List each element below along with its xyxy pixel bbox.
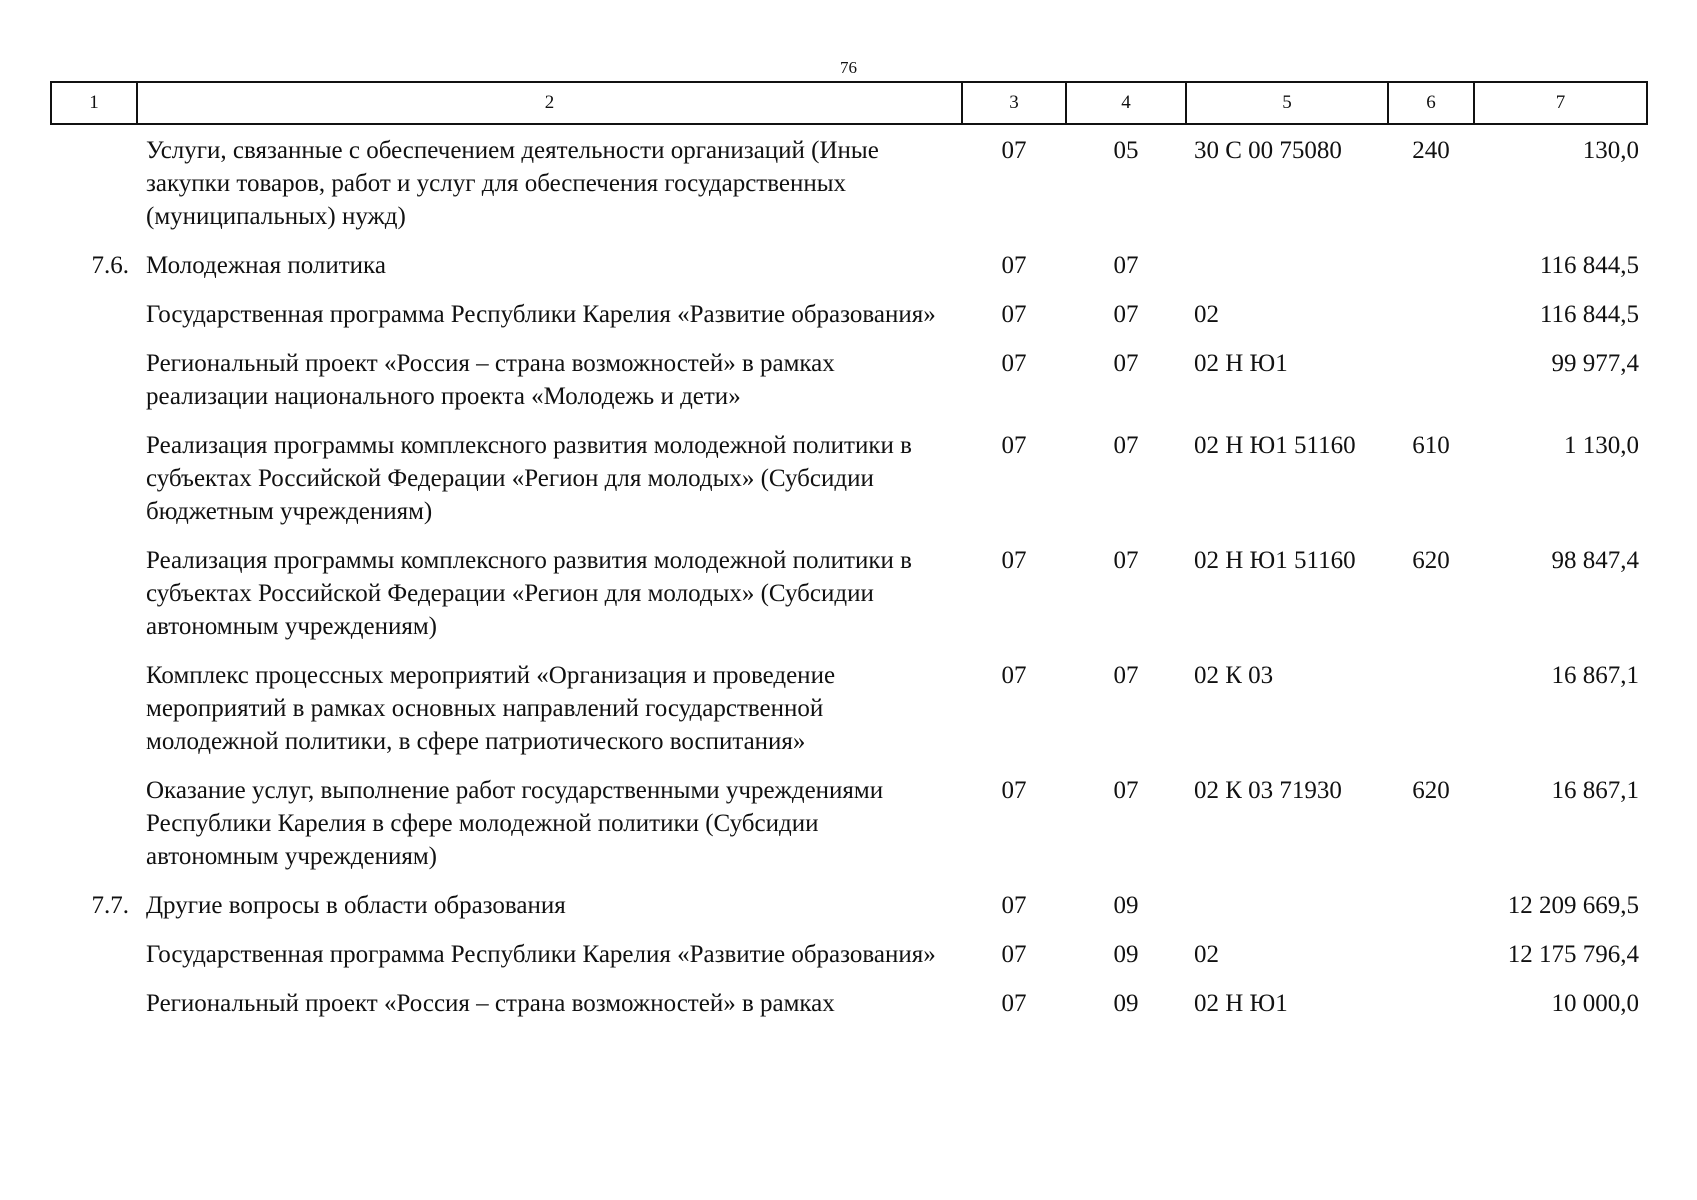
row-section: 07 [1001, 892, 1027, 919]
row-number [51, 298, 137, 347]
row-name: Услуги, связанные с обеспечением деятельности организаций (Иные закупки товаров, работ и услуг для обеспечения государственных (муниципальных) нужд) [146, 137, 879, 230]
table-row [51, 889, 1647, 938]
row-target-article: 02 К 03 [1194, 662, 1274, 689]
row-section: 07 [1001, 941, 1027, 968]
row-number [51, 774, 137, 889]
table-row [51, 249, 1647, 298]
row-section: 07 [1001, 252, 1027, 279]
page-number: 76 [840, 58, 857, 77]
table-row [51, 938, 1647, 987]
row-expense-type [1388, 889, 1474, 938]
table-row [51, 987, 1647, 1036]
row-amount: 99 977,4 [1551, 350, 1639, 377]
row-name: Оказание услуг, выполнение работ государственными учреждениями Республики Карелия в сфере молодежной политики (Субсидии автономным учреждениям) [146, 777, 884, 870]
row-target-article: 02 [1194, 301, 1219, 328]
header-cell-2: 2 [137, 82, 962, 124]
row-number [51, 659, 137, 774]
header-cell-6: 6 [1388, 82, 1474, 124]
row-number [51, 987, 137, 1036]
row-amount: 130,0 [1582, 137, 1639, 164]
row-section: 07 [1001, 137, 1027, 164]
row-number [51, 938, 137, 987]
row-expense-type [1388, 659, 1474, 774]
row-target-article [1186, 249, 1388, 298]
header-row [51, 82, 1647, 124]
header-cell-4: 4 [1066, 82, 1186, 124]
row-expense-type: 240 [1412, 137, 1450, 164]
row-name: Другие вопросы в области образования [146, 892, 566, 919]
row-section: 07 [1001, 432, 1027, 459]
row-number [51, 347, 137, 429]
table-row [51, 347, 1647, 429]
row-name: Государственная программа Республики Карелия «Развитие образования» [146, 301, 936, 328]
row-name: Комплекс процессных мероприятий «Организация и проведение мероприятий в рамках основных направлений государственной молодежной политики, в сфере патриотического воспитания» [146, 662, 836, 755]
row-section: 07 [1001, 662, 1027, 689]
row-amount: 12 209 669,5 [1507, 892, 1639, 919]
row-target-article: 30 С 00 75080 [1194, 137, 1342, 164]
row-section: 07 [1001, 990, 1027, 1017]
row-target-article: 02 [1194, 941, 1219, 968]
table-row [51, 544, 1647, 659]
table-body [51, 124, 1647, 1036]
table-header [51, 82, 1647, 124]
row-number [51, 429, 137, 544]
row-name: Молодежная политика [146, 252, 386, 279]
row-subsection: 07 [1113, 662, 1139, 689]
row-expense-type [1388, 347, 1474, 429]
header-cell-7: 7 [1474, 82, 1647, 124]
row-subsection: 07 [1113, 301, 1139, 328]
row-name: Реализация программы комплексного развития молодежной политики в субъектах Российской Федерации «Регион для молодых» (Субсидии автономным учреждениям) [146, 547, 912, 640]
row-amount: 116 844,5 [1539, 301, 1639, 328]
row-subsection: 07 [1113, 432, 1139, 459]
header-cell-1: 1 [51, 82, 137, 124]
header-cell-5: 5 [1186, 82, 1388, 124]
table-row [51, 774, 1647, 889]
row-subsection: 09 [1113, 892, 1139, 919]
row-subsection: 09 [1113, 941, 1139, 968]
table-row [51, 298, 1647, 347]
table-row [51, 659, 1647, 774]
row-name: Региональный проект «Россия – страна возможностей» в рамках реализации национального проекта «Молодежь и дети» [146, 350, 835, 410]
row-target-article: 02 Н Ю1 [1194, 990, 1288, 1017]
row-name: Государственная программа Республики Карелия «Развитие образования» [146, 941, 936, 968]
row-expense-type: 620 [1412, 777, 1450, 804]
row-subsection: 07 [1113, 350, 1139, 377]
row-section: 07 [1001, 350, 1027, 377]
row-amount: 116 844,5 [1539, 252, 1639, 279]
header-cell-3: 3 [962, 82, 1066, 124]
row-number: 7.6. [91, 252, 129, 279]
row-subsection: 05 [1113, 137, 1139, 164]
row-target-article: 02 Н Ю1 51160 [1194, 432, 1356, 459]
row-expense-type: 620 [1412, 547, 1450, 574]
row-subsection: 09 [1113, 990, 1139, 1017]
table-row [51, 124, 1647, 249]
row-target-article [1186, 889, 1388, 938]
row-expense-type: 610 [1412, 432, 1450, 459]
row-section: 07 [1001, 777, 1027, 804]
row-expense-type [1388, 298, 1474, 347]
row-number [51, 544, 137, 659]
row-expense-type [1388, 938, 1474, 987]
row-target-article: 02 К 03 71930 [1194, 777, 1342, 804]
row-amount: 16 867,1 [1551, 662, 1639, 689]
row-target-article: 02 Н Ю1 [1194, 350, 1288, 377]
row-number: 7.7. [91, 892, 129, 919]
row-amount: 10 000,0 [1551, 990, 1639, 1017]
row-subsection: 07 [1113, 252, 1139, 279]
row-expense-type [1388, 987, 1474, 1036]
row-expense-type [1388, 249, 1474, 298]
row-name: Региональный проект «Россия – страна возможностей» в рамках [146, 990, 835, 1017]
row-subsection: 07 [1113, 777, 1139, 804]
row-target-article: 02 Н Ю1 51160 [1194, 547, 1356, 574]
row-name: Реализация программы комплексного развития молодежной политики в субъектах Российской Федерации «Регион для молодых» (Субсидии бюджетным учреждениям) [146, 432, 912, 525]
row-amount: 98 847,4 [1551, 547, 1639, 574]
row-subsection: 07 [1113, 547, 1139, 574]
table-row [51, 429, 1647, 544]
row-amount: 16 867,1 [1551, 777, 1639, 804]
row-section: 07 [1001, 547, 1027, 574]
budget-table [50, 81, 1648, 1036]
row-amount: 1 130,0 [1564, 432, 1639, 459]
row-section: 07 [1001, 301, 1027, 328]
row-number [51, 124, 137, 249]
row-amount: 12 175 796,4 [1507, 941, 1639, 968]
